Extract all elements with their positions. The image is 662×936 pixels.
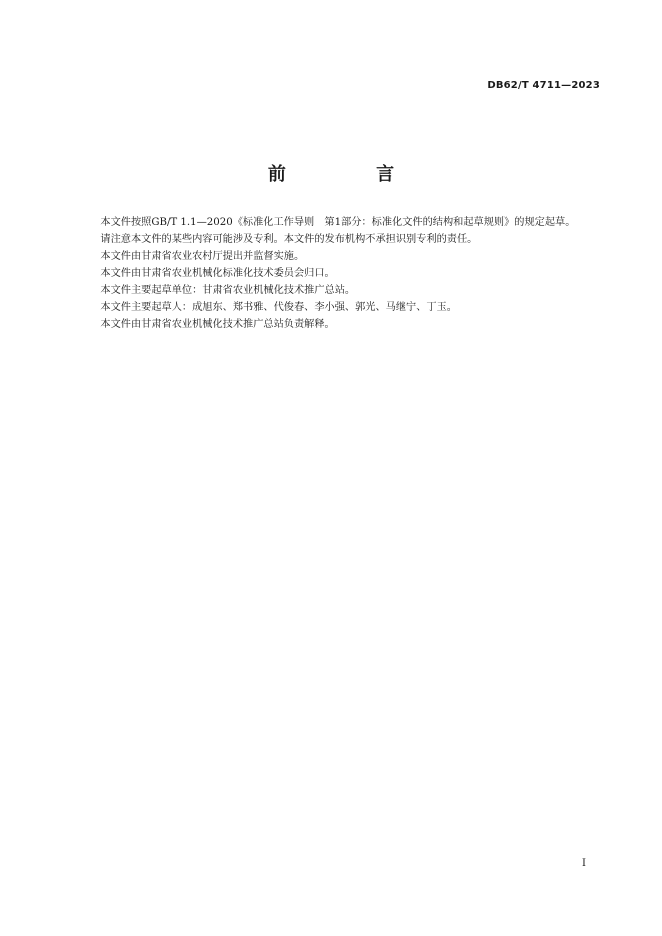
paragraph-drafting-rules: 本文件按照GB/T 1.1—2020《标准化工作导则 第1部分：标准化文件的结构和起草规则》的规定起草。 [100, 217, 576, 228]
paragraph-drafters: 本文件主要起草人：成旭东、郑书雅、代俊春、李小强、郭光、马继宁、丁玉。 [100, 302, 457, 313]
page-number: I [582, 858, 586, 869]
paragraph-drafting-unit: 本文件主要起草单位：甘肃省农业机械化技术推广总站。 [100, 285, 356, 296]
document-code: DB62/T 4711—2023 [487, 80, 600, 91]
paragraph-interpretation: 本文件由甘肃省农业机械化技术推广总站负责解释。 [100, 319, 335, 330]
preface-body [80, 214, 602, 333]
paragraph-patent-notice: 请注意本文件的某些内容可能涉及专利。本文件的发布机构不承担识别专利的责任。 [100, 234, 478, 245]
paragraph-centralized-unit: 本文件由甘肃省农业机械化标准化技术委员会归口。 [100, 268, 335, 279]
page-title: 前 言 [267, 164, 437, 185]
paragraph-proposer: 本文件由甘肃省农业农村厅提出并监督实施。 [100, 251, 305, 262]
